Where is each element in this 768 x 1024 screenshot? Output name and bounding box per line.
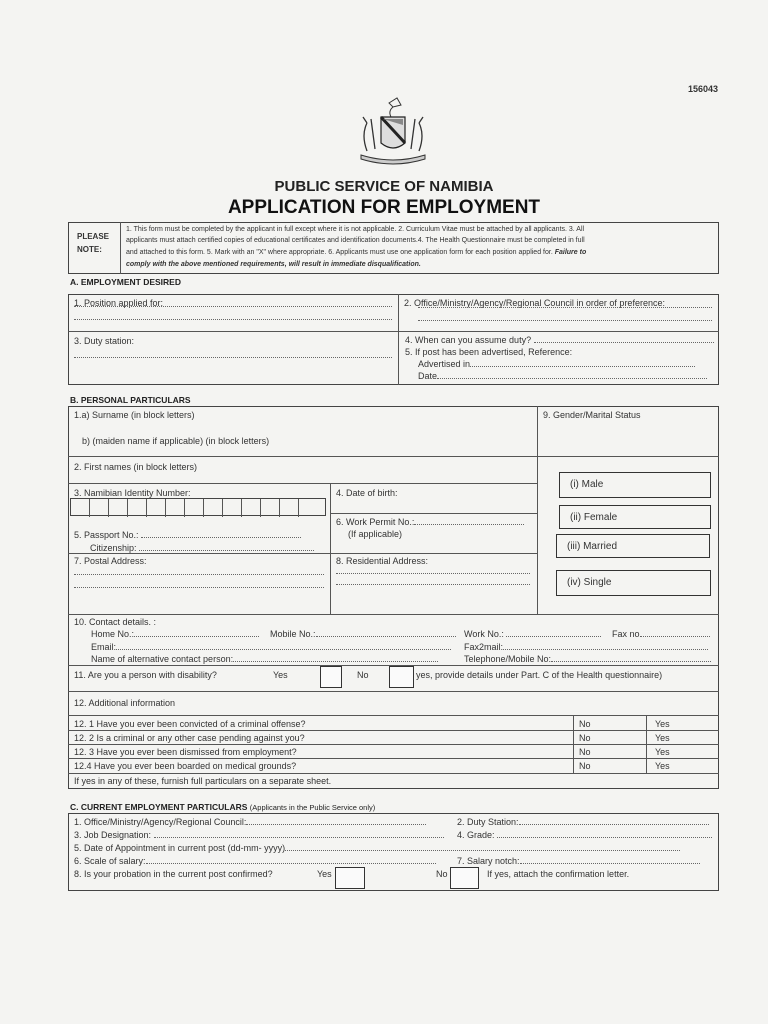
marital-option-single[interactable]: (iv) Single bbox=[556, 570, 711, 596]
probation-no-label: No bbox=[436, 869, 448, 879]
residential-address-field[interactable] bbox=[336, 573, 530, 574]
note-label: PLEASE bbox=[77, 232, 110, 241]
identity-number-boxes[interactable] bbox=[70, 498, 326, 516]
note-line: applicants must attach certified copies of educational certificates and identification documents.4. The Health Questionnaire must be completed in full bbox=[126, 237, 585, 244]
question-row: 12. 1 Have you ever been convicted of a criminal offense? bbox=[74, 719, 306, 729]
date-appointment-label: 5. Date of Appointment in current post (dd-mm- yyyy) bbox=[74, 843, 680, 853]
residential-address-label: 8. Residential Address: bbox=[336, 556, 429, 566]
date-of-birth-label: 4. Date of birth: bbox=[336, 488, 398, 498]
postal-address-field[interactable] bbox=[74, 587, 324, 588]
residential-address-field[interactable] bbox=[336, 584, 530, 585]
surname-label: 1.a) Surname (in block letters) bbox=[74, 410, 195, 420]
no-option[interactable]: No bbox=[579, 761, 591, 771]
confirmation-letter-note: If yes, attach the confirmation letter. bbox=[487, 869, 630, 879]
no-option[interactable]: No bbox=[579, 747, 591, 757]
disability-label: 11. Are you a person with disability? bbox=[74, 670, 217, 680]
yes-option[interactable]: Yes bbox=[655, 761, 670, 771]
work-permit-label: 6. Work Permit No.: bbox=[336, 517, 524, 527]
mobile-no-label: Mobile No.: bbox=[270, 629, 456, 639]
question-row: 12. 3 Have you ever been dismissed from employment? bbox=[74, 747, 297, 757]
telephone-mobile-label: Telephone/Mobile No: bbox=[464, 654, 711, 664]
if-applicable-label: (If applicable) bbox=[348, 529, 403, 539]
position-applied-field[interactable] bbox=[74, 319, 392, 320]
advertised-date-label: Date bbox=[418, 371, 707, 381]
advertised-in-label: Advertised in bbox=[418, 359, 695, 369]
question-row: 12. 2 Is a criminal or any other case pending against you? bbox=[74, 733, 305, 743]
probation-yes-label: Yes bbox=[317, 869, 332, 879]
gender-status-label: 9. Gender/Marital Status bbox=[543, 410, 641, 420]
office-preference-field[interactable] bbox=[418, 320, 712, 321]
org-heading: PUBLIC SERVICE OF NAMIBIA bbox=[274, 178, 494, 195]
postal-address-field[interactable] bbox=[74, 574, 324, 575]
identity-number-label: 3. Namibian Identity Number: bbox=[74, 488, 191, 498]
duty-station-field[interactable] bbox=[74, 357, 392, 358]
office-preference-field[interactable] bbox=[418, 307, 712, 308]
disability-no-checkbox[interactable] bbox=[389, 666, 414, 688]
no-option[interactable]: No bbox=[579, 719, 591, 729]
work-no-label: Work No.: bbox=[464, 629, 601, 639]
postal-address-label: 7. Postal Address: bbox=[74, 556, 147, 566]
job-designation-label: 3. Job Designation: bbox=[74, 830, 444, 840]
section-b-heading: B. PERSONAL PARTICULARS bbox=[70, 395, 191, 405]
marital-option-married[interactable]: (iii) Married bbox=[556, 534, 710, 558]
duty-station-label: 3. Duty station: bbox=[74, 336, 135, 346]
probation-label: 8. Is your probation in the current post confirmed? bbox=[74, 869, 273, 879]
note-line: 1. This form must be completed by the applicant in full except where it is not applicable. 2. Curriculum Vitae must be attached by all applicants. 3. All bbox=[126, 226, 585, 233]
yes-option[interactable]: Yes bbox=[655, 719, 670, 729]
first-names-label: 2. First names (in block letters) bbox=[74, 462, 198, 472]
probation-no-checkbox[interactable] bbox=[450, 867, 479, 889]
position-applied-label: 1. Position applied for: bbox=[74, 298, 164, 308]
salary-notch-label: 7. Salary notch: bbox=[457, 856, 700, 866]
note-line: comply with the above mentioned requirements, will result in immediate disqualification. bbox=[126, 261, 421, 268]
citizenship-label: Citizenship: bbox=[90, 543, 314, 553]
gender-option-female[interactable]: (ii) Female bbox=[559, 505, 711, 529]
disability-details-note: yes, provide details under Part. C of the Health questionnaire) bbox=[416, 670, 663, 680]
salary-scale-label: 6. Scale of salary: bbox=[74, 856, 436, 866]
section-c-heading: C. CURRENT EMPLOYMENT PARTICULARS (Applicants in the Public Service only) bbox=[70, 802, 376, 812]
yes-option[interactable]: Yes bbox=[655, 747, 670, 757]
home-no-label: Home No.: bbox=[91, 629, 259, 639]
disability-yes-checkbox[interactable] bbox=[320, 666, 342, 688]
additional-info-label: 12. Additional information bbox=[74, 698, 176, 708]
fax2mail-label: Fax2mail: bbox=[464, 642, 708, 652]
disability-no-label: No bbox=[357, 670, 369, 680]
section-a-heading: A. EMPLOYMENT DESIRED bbox=[70, 277, 181, 287]
current-duty-station-label: 2. Duty Station: bbox=[457, 817, 709, 827]
current-office-label: 1. Office/Ministry/Agency/Regional Council: bbox=[74, 817, 426, 827]
contact-details-label: 10. Contact details. : bbox=[74, 617, 157, 627]
passport-label: 5. Passport No.: bbox=[74, 530, 301, 540]
gender-option-male[interactable]: (i) Male bbox=[559, 472, 711, 498]
position-applied-field[interactable] bbox=[74, 306, 392, 307]
advertised-reference-label: 5. If post has been advertised, Reference: bbox=[405, 347, 573, 357]
question-row: 12.4 Have you ever been boarded on medical grounds? bbox=[74, 761, 297, 771]
assume-duty-label: 4. When can you assume duty? bbox=[405, 335, 714, 345]
no-option[interactable]: No bbox=[579, 733, 591, 743]
yes-option[interactable]: Yes bbox=[655, 733, 670, 743]
office-preference-label: 2. Office/Ministry/Agency/Regional Council in order of preference: bbox=[404, 298, 665, 308]
alt-contact-label: Name of alternative contact person: bbox=[91, 654, 438, 664]
fax-no-label: Fax no bbox=[612, 629, 710, 639]
note-line: and attached to this form. 5. Mark with an "X" where appropriate. 6. Applicants must use one application form for each position applied for. Failure to bbox=[126, 249, 587, 256]
form-number: 156043 bbox=[688, 84, 719, 94]
email-label: Email: bbox=[91, 642, 451, 652]
page-title: APPLICATION FOR EMPLOYMENT bbox=[227, 197, 541, 218]
grade-label: 4. Grade: bbox=[457, 830, 712, 840]
probation-yes-checkbox[interactable] bbox=[335, 867, 365, 889]
namibia-coat-of-arms-icon bbox=[353, 95, 433, 170]
question-footer: If yes in any of these, furnish full particulars on a separate sheet. bbox=[74, 776, 332, 786]
note-label-2: NOTE: bbox=[77, 245, 102, 254]
maiden-name-label: b) (maiden name if applicable) (in block letters) bbox=[82, 436, 270, 446]
disability-yes-label: Yes bbox=[273, 670, 288, 680]
